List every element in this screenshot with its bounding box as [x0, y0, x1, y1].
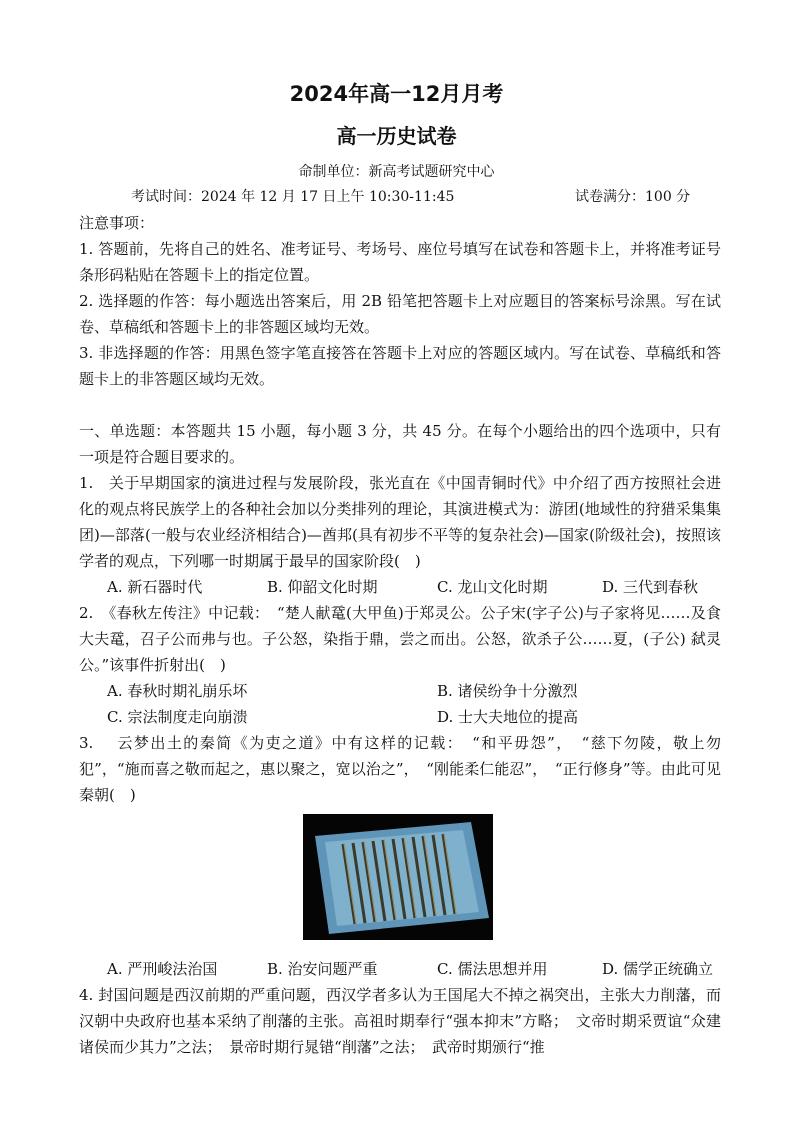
section-intro: 一、单选题：本答题共 15 小题，每小题 3 分，共 45 分。在每个小题给出的四个选项中，只有一项是符合题目要求的。 [79, 422, 721, 466]
question-3-stem: 3. 云梦出土的秦简《为吏之道》中有这样的记载： “和平毋怨”， “慈下勿陵，敬上勿犯”，“施而喜之敬而起之，惠以聚之，宽以治之”， “刚能柔仁能忍”， “正行修身”等。由此可见秦朝( ) [79, 734, 721, 804]
option-a: A. 春秋时期礼崩乐坏 [107, 682, 248, 700]
question-1-stem: 1. 关于早期国家的演进过程与发展阶段，张光直在《中国青铜时代》中介绍了西方按照社会进化的观点将民族学上的各种社会加以分类排列的理论，其演进模式为：游团(地域性的狩猎采集集团)—部落(一般与农业经济相结合)—酋邦(具有初步不平等的复杂社会)—国家(阶级社会)，按照该学者的观点，下列哪一时期属于最早的国家阶段( ) [79, 474, 721, 570]
question-2-options-row1 [79, 678, 721, 704]
option-d: D. 三代到春秋 [602, 578, 699, 596]
option-c: C. 儒法思想并用 [437, 960, 548, 978]
option-b: B. 仰韶文化时期 [267, 578, 378, 596]
question-4-stem: 4. 封国问题是西汉前期的严重问题，西汉学者多认为王国尾大不掉之祸突出，主张大力削藩，而汉朝中央政府也基本采纳了削藩的主张。高祖时期奉行“强本抑末”方略； 文帝时期采贾谊“众建诸侯而少其力”之法； 景帝时期行晁错“削藩”之法； 武帝时期颁行“推 [79, 986, 721, 1056]
option-d: D. 儒学正统确立 [602, 960, 714, 978]
exam-score: 试卷满分：100 分 [575, 189, 691, 205]
option-c: C. 龙山文化时期 [437, 578, 548, 596]
question-1-options [79, 574, 721, 600]
option-b: B. 治安问题严重 [267, 960, 378, 978]
note-item: 1. 答题前，先将自己的姓名、准考证号、考场号、座位号填写在试卷和答题卡上，并将准考证号条形码粘贴在答题卡上的指定位置。 [79, 240, 721, 284]
note-item: 2. 选择题的作答：每小题选出答案后，用 2B 铅笔把答题卡上对应题目的答案标号涂黑。写在试卷、草稿纸和答题卡上的非答题区域均无效。 [79, 292, 721, 336]
option-b: B. 诸侯纷争十分激烈 [437, 682, 578, 700]
option-a: A. 严刑峻法治国 [107, 960, 218, 978]
exam-unit: 命制单位：新高考试题研究中心 [298, 164, 495, 180]
bamboo-slips-photo [303, 814, 493, 940]
exam-body [79, 210, 721, 1060]
exam-time: 考试时间：2024 年 12 月 17 日上午 10:30-11:45 [131, 189, 455, 205]
exam-meta [131, 186, 701, 206]
option-d: D. 士大夫地位的提高 [437, 708, 579, 726]
exam-subtitle: 高一历史试卷 [336, 124, 457, 148]
question-2-stem: 2. 《春秋左传注》中记载： “楚人献鼋(大甲鱼)于郑灵公。公子宋(字子公)与子家将见……及食大夫鼋，召子公而弗与也。子公怒，染指于鼎，尝之而出。公怒，欲杀子公……夏，(子公) 弑灵公。”该事件折射出( ) [79, 604, 721, 674]
exam-title: 2024年高一12月月考 [289, 82, 504, 106]
note-item: 3. 非选择题的作答：用黑色签字笔直接答在答题卡上对应的答题区域内。写在试卷、草稿纸和答题卡上的非答题区域均无效。 [79, 344, 721, 388]
option-a: A. 新石器时代 [107, 578, 203, 596]
question-3-options [79, 956, 721, 982]
question-2-options-row2 [79, 704, 721, 730]
option-c: C. 宗法制度走向崩溃 [107, 708, 248, 726]
notes-heading: 注意事项： [79, 214, 155, 232]
